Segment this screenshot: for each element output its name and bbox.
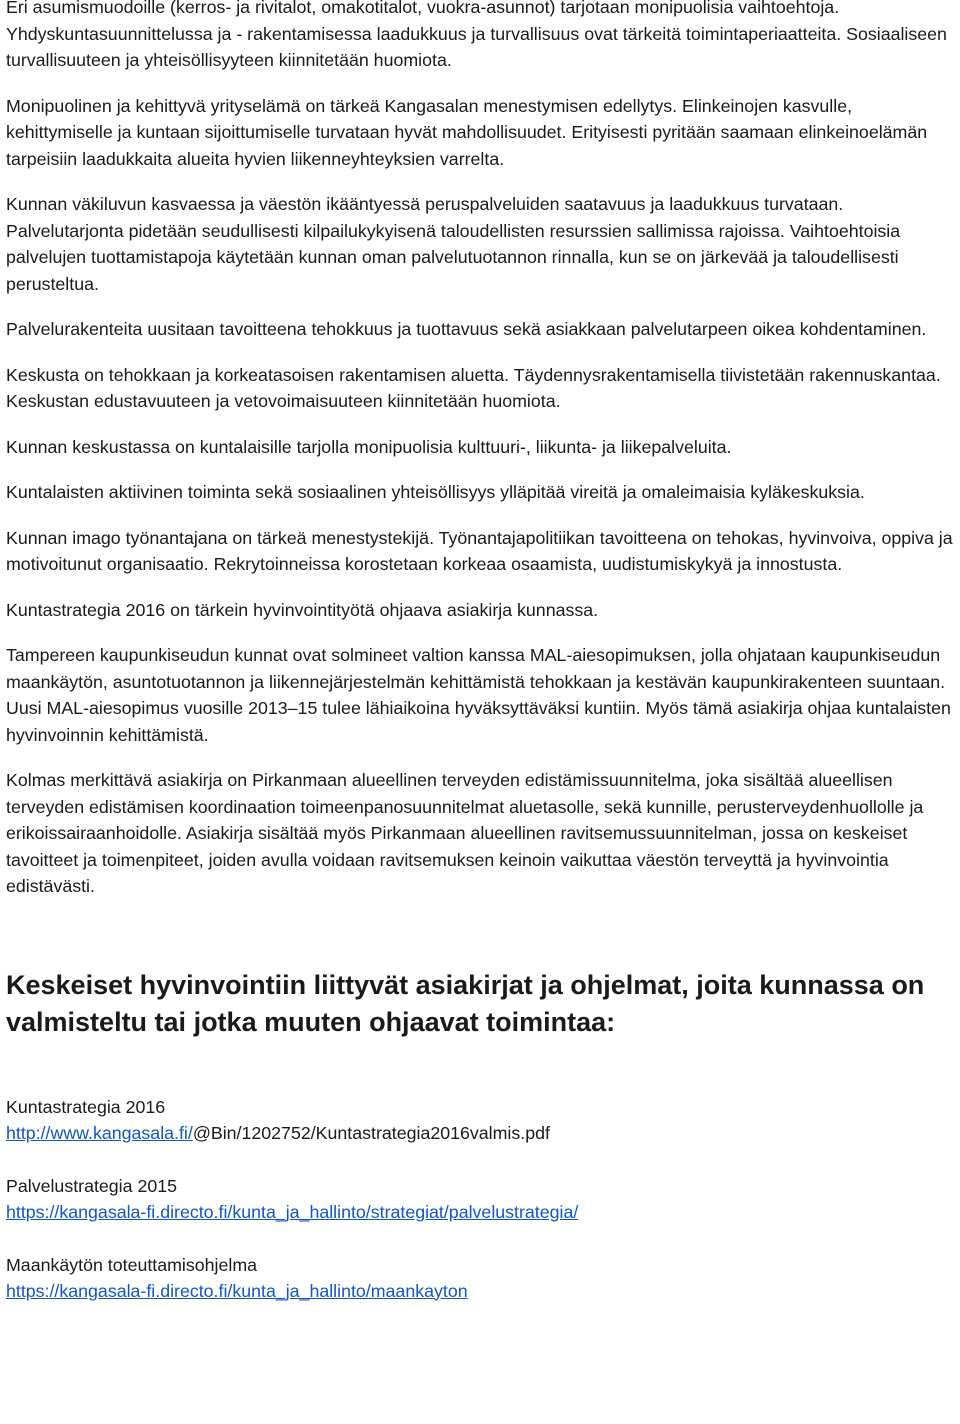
paragraph-service-structures: Palvelurakenteita uusitaan tavoitteena tehokkuus ja tuottavuus sekä asiakkaan palvelutarpeen oikea kohdentaminen. [6, 319, 927, 339]
reference-link-line [6, 1199, 956, 1225]
paragraph-services: Kunnan väkiluvun kasvaessa ja väestön ikääntyessä peruspalveluiden saatavuus ja laadukkuus turvataan. Palvelutarjonta pidetään seudullisesti kilpailukykyisenä taloudellisten resurssien sallimissa rajoissa. Vaihtoehtoisia palvelujen tuottamistapoja käytetään kunnan oman palvelutuotannon rinnalla, kun se on järkevää ja taloudellisesti perusteltua. [6, 194, 901, 294]
reference-link[interactable]: https://kangasala-fi.directo.fi/kunta_ja_hallinto/maankayton [6, 1280, 468, 1301]
reference-item [6, 1094, 956, 1146]
reference-title: Maankäytön toteuttamisohjelma [6, 1254, 258, 1275]
paragraph-employer-image: Kunnan imago työnantajana on tärkeä menestystekijä. Työnantajapolitiikan tavoitteena on tehokas, hyvinvoiva, oppiva ja motivoitunut organisaatio. Rekrytoinneissa korostetaan korkeaa osaamista, uudistumiskykyä ja innostusta. [6, 527, 953, 574]
reference-link-suffix: @Bin/1202752/Kuntastrategia2016valmis.pdf [192, 1122, 550, 1143]
reference-link[interactable]: https://kangasala-fi.directo.fi/kunta_ja_hallinto/strategiat/palvelustrategia/ [6, 1201, 579, 1222]
paragraph-villages: Kuntalaisten aktiivinen toiminta sekä sosiaalinen yhteisöllisyys ylläpitää vireitä ja omaleimaisia kyläkeskuksia. [6, 482, 865, 502]
paragraph-mal-agreement: Tampereen kaupunkiseudun kunnat ovat solmineet valtion kanssa MAL-aiesopimuksen, jolla ohjataan kaupunkiseudun maankäytön, asuntotuotannon ja liikennejärjestelmän kehittämistä tehokkaan ja kestävän kaupunkirakenteen suuntaan. Uusi MAL-aiesopimus vuosille 2013–15 tulee lähiaikoina hyväksyttäväksi kuntiin. Myös tämä asiakirja ohjaa kuntalaisten hyvinvoinnin kehittämistä. [6, 645, 951, 745]
paragraph-health-plan: Kolmas merkittävä asiakirja on Pirkanmaan alueellinen terveyden edistämissuunnitelma, joka sisältää alueellisen terveyden edistämisen koordinaation toimeenpanosuunnitelmat aluetasolle, sekä kunnille, perusterveydenhuollolle ja erikoissairaanhoidolle. Asiakirja sisältää myös Pirkanmaan alueellinen ravitsemussuunnitelman, jossa on keskeiset tavoitteet ja toimenpiteet, joiden avulla voidaan ravitsemuksen keinoin vaikuttaa väestön terveyttä ja hyvinvointia edistävästi. [6, 770, 924, 896]
reference-link-line [6, 1120, 956, 1146]
reference-link-line [6, 1278, 956, 1304]
document-page [6, 0, 956, 1304]
reference-title: Kuntastrategia 2016 [6, 1096, 166, 1117]
paragraph-centre-services: Kunnan keskustassa on kuntalaisille tarjolla monipuolisia kulttuuri-, liikunta- ja liikepalveluita. [6, 436, 732, 457]
section-heading: Keskeiset hyvinvointiin liittyvät asiakirjat ja ohjelmat, joita kunnassa on valmisteltu tai jotka muuten ohjaavat toimintaa: [6, 969, 925, 1037]
reference-item [6, 1173, 956, 1225]
paragraph-business: Monipuolinen ja kehittyvä yrityselämä on tärkeä Kangasalan menestymisen edellytys. Elinkeinojen kasvulle, kehittymiselle ja kuntaan sijoittumiselle turvataan hyvät mahdollisuudet. Erityisesti pyritään saamaan elinkeinoelämän tarpeisiin laadukkaita alueita hyvien liikenneyhteyksien varrelta. [6, 95, 928, 169]
paragraph-town-centre: Keskusta on tehokkaan ja korkeatasoisen rakentamisen aluetta. Täydennysrakentamisella tiivistetään rakennuskantaa. Keskustan edustavuuteen ja vetovoimaisuuteen kiinnitetään huomiota. [6, 364, 941, 411]
reference-item [6, 1252, 956, 1304]
reference-link[interactable]: http://www.kangasala.fi/ [6, 1122, 193, 1143]
reference-title: Palvelustrategia 2015 [6, 1175, 178, 1196]
paragraph-housing: Eri asumismuodoille (kerros- ja rivitalot, omakotitalot, vuokra-asunnot) tarjotaan monipuolisia vaihtoehtoja. Yhdyskuntasuunnittelussa ja - rakentamisessa laadukkuus ja turvallisuus ovat tärkeitä toimintaperiaatteita. Sosiaaliseen turvallisuuteen ja yhteisöllisyyteen kiinnitetään huomiota. [6, 0, 947, 70]
paragraph-strategy-2016: Kuntastrategia 2016 on tärkein hyvinvointityötä ohjaava asiakirja kunnassa. [6, 599, 599, 620]
